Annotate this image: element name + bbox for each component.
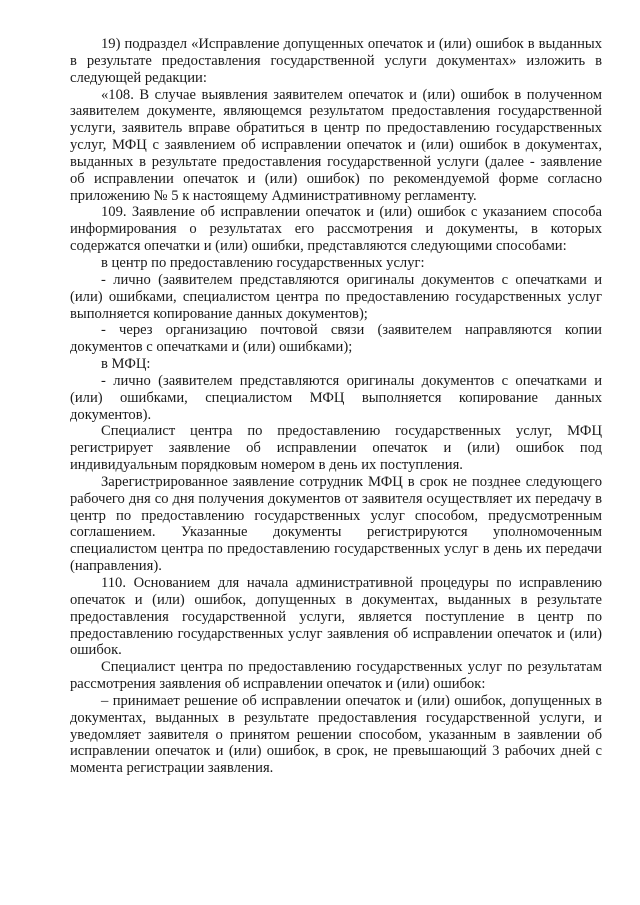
paragraph-center-heading: в центр по предоставлению государственных услуг:: [101, 254, 425, 271]
paragraph-transfer: Зарегистрированное заявление сотрудник МФЦ в срок не позднее следующего рабочего дня со дня получения документов от заявителя осуществляет их передачу в центр по предоставлению государственных услуг способом, предусмотренным соглашением. Указанные документы регистрируются уполномоченным специалистом центра по предоставлению государственных услуг в день их передачи (направления).: [70, 473, 602, 575]
paragraph-specialist: Специалист центра по предоставлению государственных услуг по результатам рассмотрения заявления об исправлении опечаток и (или) ошибок:: [70, 659, 602, 693]
paragraph-in-person-mfc: - лично (заявителем представляются оригиналы документов с опечатками и (или) ошибками, специалистом МФЦ выполняется копирование данных документов).: [70, 372, 602, 423]
paragraph-110: 110. Основанием для начала административной процедуры по исправлению опечаток и (или) ошибок, допущенных в документах, выданных в результате предоставления государственной услуги, является поступление в центр по предоставлению государственных услуг заявления об исправлении опечаток и (или) ошибок.: [70, 575, 602, 659]
paragraph-registration: Специалист центра по предоставлению государственных услуг, МФЦ регистрирует заявление об исправлении опечаток и (или) ошибок под индивидуальным порядковым номером в день их поступления.: [70, 423, 602, 474]
paragraph-108: «108. В случае выявления заявителем опечаток и (или) ошибок в полученном заявителем документе, являющемся результатом предоставления государственной услуги, заявитель вправе обратиться в центр по предоставлению государственных услуг, МФЦ с заявлением об исправлении опечаток и (или) ошибок в документах, выданных в результате предоставления государственной услуги (далее - заявление об исправлении опечаток и (или) ошибок) по рекомендуемой форме согласно приложению № 5 к настоящему Административному регламенту.: [70, 86, 602, 204]
paragraph-decision: – принимает решение об исправлении опечаток и (или) ошибок, допущенных в документах, выданных в результате предоставления государственной услуги, и уведомляет заявителя о принятом решении способом, указанным в заявлении об исправлении опечаток и (или) ошибок, в срок, не превышающий 3 рабочих дней с момента регистрации заявления.: [70, 692, 602, 777]
document-page: [70, 36, 602, 777]
paragraph-109: 109. Заявление об исправлении опечаток и (или) ошибок с указанием способа информирования о результатах его рассмотрения и документы, в которых содержатся опечатки и (или) ошибки, представляются следующими способами:: [70, 204, 602, 255]
paragraph-postal: - через организацию почтовой связи (заявителем направляются копии документов с опечатками и (или) ошибками);: [70, 322, 602, 356]
paragraph-in-person-center: - лично (заявителем представляются оригиналы документов с опечатками и (или) ошибками, специалистом центра по предоставлению государственных услуг выполняется копирование данных документов);: [70, 271, 602, 322]
paragraph-subsection-19: 19) подраздел «Исправление допущенных опечаток и (или) ошибок в выданных в результате предоставления государственной услуги документах» изложить в следующей редакции:: [70, 36, 602, 86]
paragraph-mfc-heading: в МФЦ:: [101, 356, 151, 373]
